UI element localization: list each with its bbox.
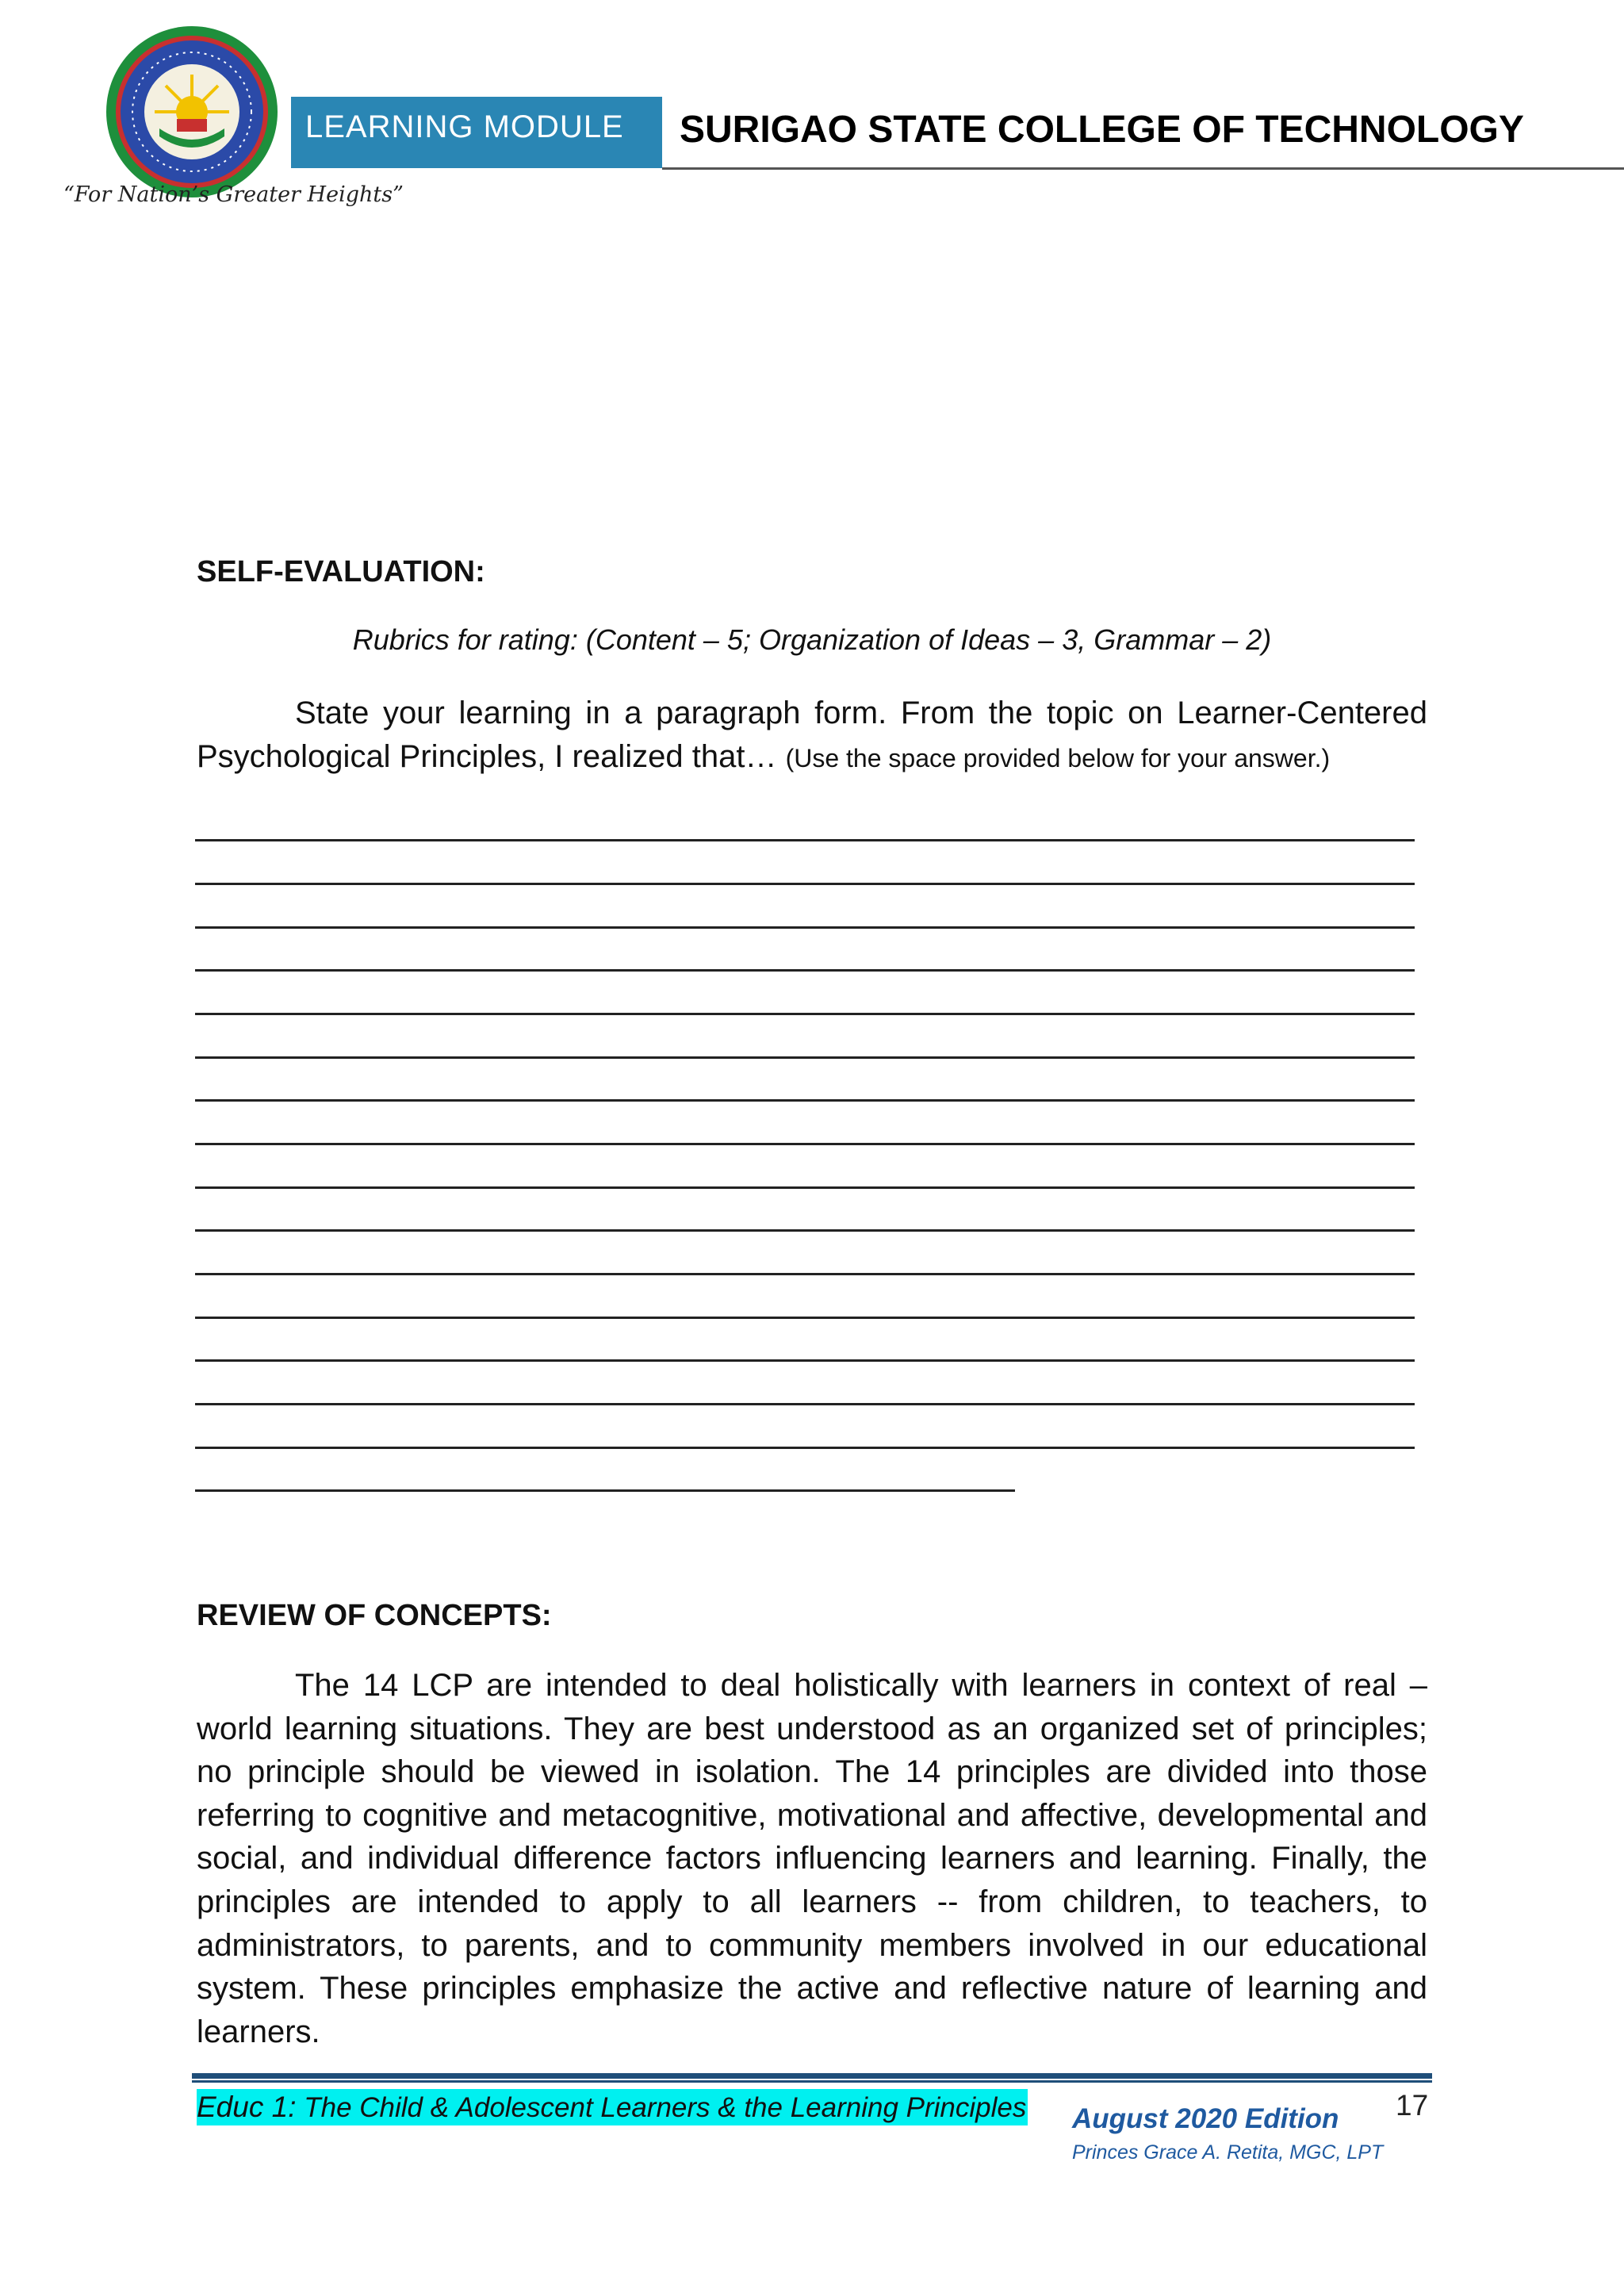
course-title: The Child & Adolescent Learners & the Learning Principles xyxy=(304,2092,1027,2123)
answer-line xyxy=(195,1359,1415,1362)
footer-divider-thin xyxy=(192,2080,1432,2083)
self-evaluation-heading: SELF-EVALUATION: xyxy=(197,555,485,588)
footer-author: Princes Grace A. Retita, MGC, LPT xyxy=(1072,2141,1384,2164)
review-text: The 14 LCP are intended to deal holistically with learners in context of real – world learning situations. They are best understood as an organized set of principles; no principle should be viewed in isolation. The 14 principles are divided into those referring to cognitive and metacognitive, motivational and affective, developmental and social, and individual difference factors influencing learners and learning. Finally, the principles are intended to apply to all learners -- from children, to teachers, to administrators, to parents, and to community members involved in our educational system. These principles emphasize the active and reflective nature of learning and learners. xyxy=(197,1668,1427,2049)
answer-line xyxy=(195,1143,1415,1145)
page-number: 17 xyxy=(1396,2089,1429,2122)
answer-line xyxy=(195,1186,1415,1189)
instruction-note: (Use the space provided below for your answer.) xyxy=(785,744,1331,772)
college-name: SURIGAO STATE COLLEGE OF TECHNOLOGY xyxy=(680,109,1524,151)
review-heading: REVIEW OF CONCEPTS: xyxy=(197,1599,552,1632)
answer-line xyxy=(195,839,1415,841)
answer-line xyxy=(195,926,1415,929)
rubric-text: Rubrics for rating: (Content – 5; Organization of Ideas – 3, Grammar – 2) xyxy=(352,623,1272,656)
answer-line xyxy=(195,1317,1415,1319)
answer-line xyxy=(195,1403,1415,1405)
answer-line xyxy=(195,1489,1015,1492)
college-seal-logo xyxy=(104,24,280,200)
module-label: LEARNING MODULE xyxy=(305,109,624,144)
answer-line xyxy=(195,883,1415,885)
answer-line xyxy=(195,1273,1415,1275)
answer-line xyxy=(195,969,1415,972)
footer-course-title xyxy=(197,2089,1028,2125)
course-code: Educ 1: xyxy=(197,2091,297,2123)
instruction-paragraph xyxy=(197,692,1427,780)
answer-line xyxy=(195,1099,1415,1102)
footer-divider xyxy=(192,2073,1432,2079)
header-divider xyxy=(662,167,1624,170)
answer-line xyxy=(195,1447,1415,1449)
college-tagline: “For Nation’s Greater Heights” xyxy=(63,182,404,207)
answer-line xyxy=(195,1056,1415,1059)
footer-edition: August 2020 Edition xyxy=(1072,2103,1339,2134)
review-paragraph xyxy=(197,1664,1427,2053)
answer-line xyxy=(195,1013,1415,1015)
answer-line xyxy=(195,1229,1415,1232)
instruction-text: State your learning in a paragraph form. From the topic on Learner-Centered Psychological Principles, I realized that… xyxy=(197,696,1427,774)
